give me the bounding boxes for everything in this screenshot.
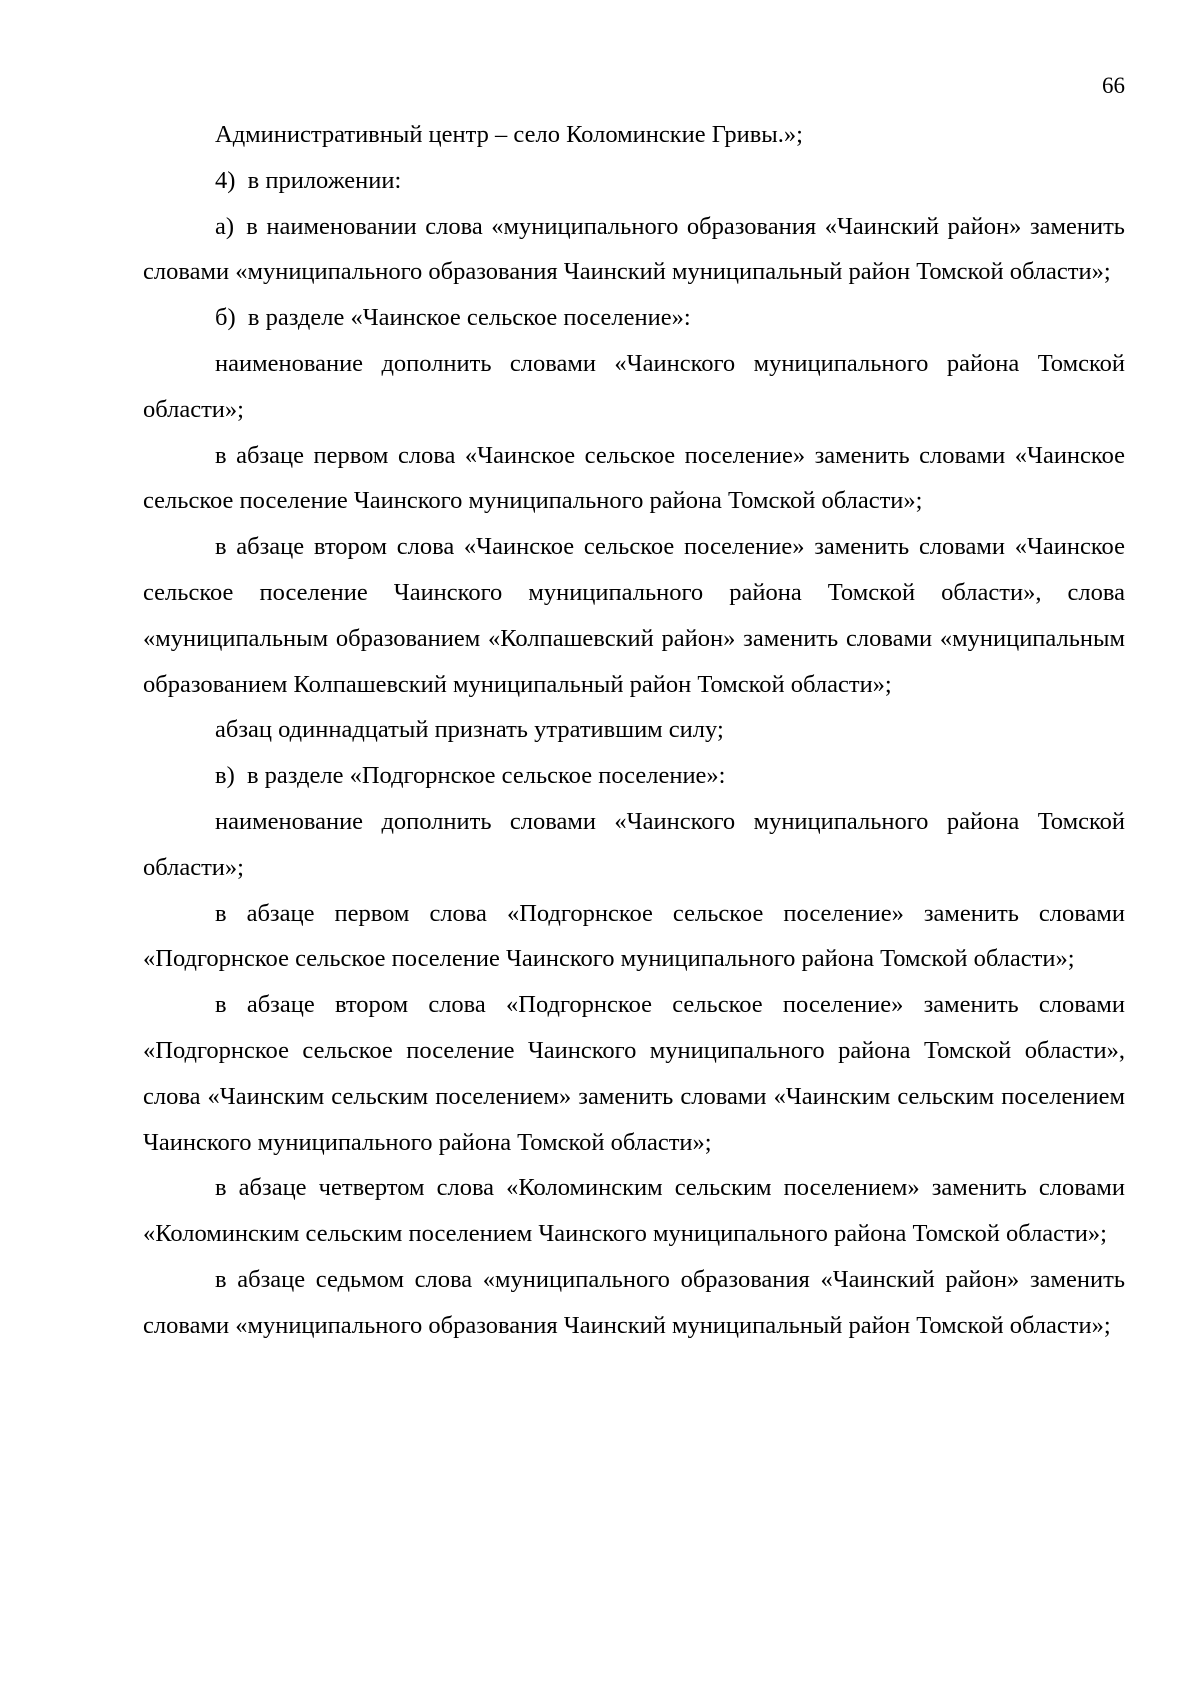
paragraph-v-seventh: в абзаце седьмом слова «муниципального образования «Чаинский район» заменить словами «муниципального образования Чаинский муниципальный район Томской области»; [143, 1265, 1125, 1339]
paragraph-b-first: в абзаце первом слова «Чаинское сельское поселение» заменить словами «Чаинское сельское поселение Чаинского муниципального района Томской области»; [143, 441, 1125, 515]
paragraph-item-v: в) в разделе «Подгорнское сельское поселение»: [215, 762, 726, 790]
paragraph-b-second: в абзаце втором слова «Чаинское сельское поселение» заменить словами «Чаинское сельское поселение Чаинского муниципального района Томской области», слова «муниципальным образованием «Колпашевский район» заменить словами «муниципальным образованием Колпашевский муниципальный район Томской области»; [143, 533, 1125, 698]
paragraph-b-eleventh: абзац одиннадцатый признать утратившим силу; [215, 716, 724, 744]
paragraph-v-name: наименование дополнить словами «Чаинского муниципального района Томской области»; [143, 807, 1125, 881]
paragraph-item-a: а) в наименовании слова «муниципального образования «Чаинский район» заменить словами «муниципального образования Чаинский муниципальный район Томской области»; [143, 212, 1125, 286]
paragraph-item-b: б) в разделе «Чаинское сельское поселение»: [215, 304, 691, 332]
paragraph-admin-center: Административный центр – село Коломинские Гривы.»; [215, 121, 803, 148]
paragraph-b-name: наименование дополнить словами «Чаинского муниципального района Томской области»; [143, 349, 1125, 423]
paragraph-item-4: 4) в приложении: [215, 166, 402, 194]
page-number: 66 [1102, 73, 1125, 98]
paragraph-v-second: в абзаце втором слова «Подгорнское сельское поселение» заменить словами «Подгорнское сельское поселение Чаинского муниципального района Томской области», слова «Чаинским сельским поселением» заменить словами «Чаинским сельским поселением Чаинского муниципального района Томской области»; [143, 991, 1125, 1156]
paragraph-v-fourth: в абзаце четвертом слова «Коломинским сельским поселением» заменить словами «Коломинским сельским поселением Чаинского муниципального района Томской области»; [143, 1174, 1125, 1248]
paragraph-v-first: в абзаце первом слова «Подгорнское сельское поселение» заменить словами «Подгорнское сельское поселение Чаинского муниципального района Томской области»; [143, 899, 1125, 973]
document-body [143, 112, 1125, 1349]
